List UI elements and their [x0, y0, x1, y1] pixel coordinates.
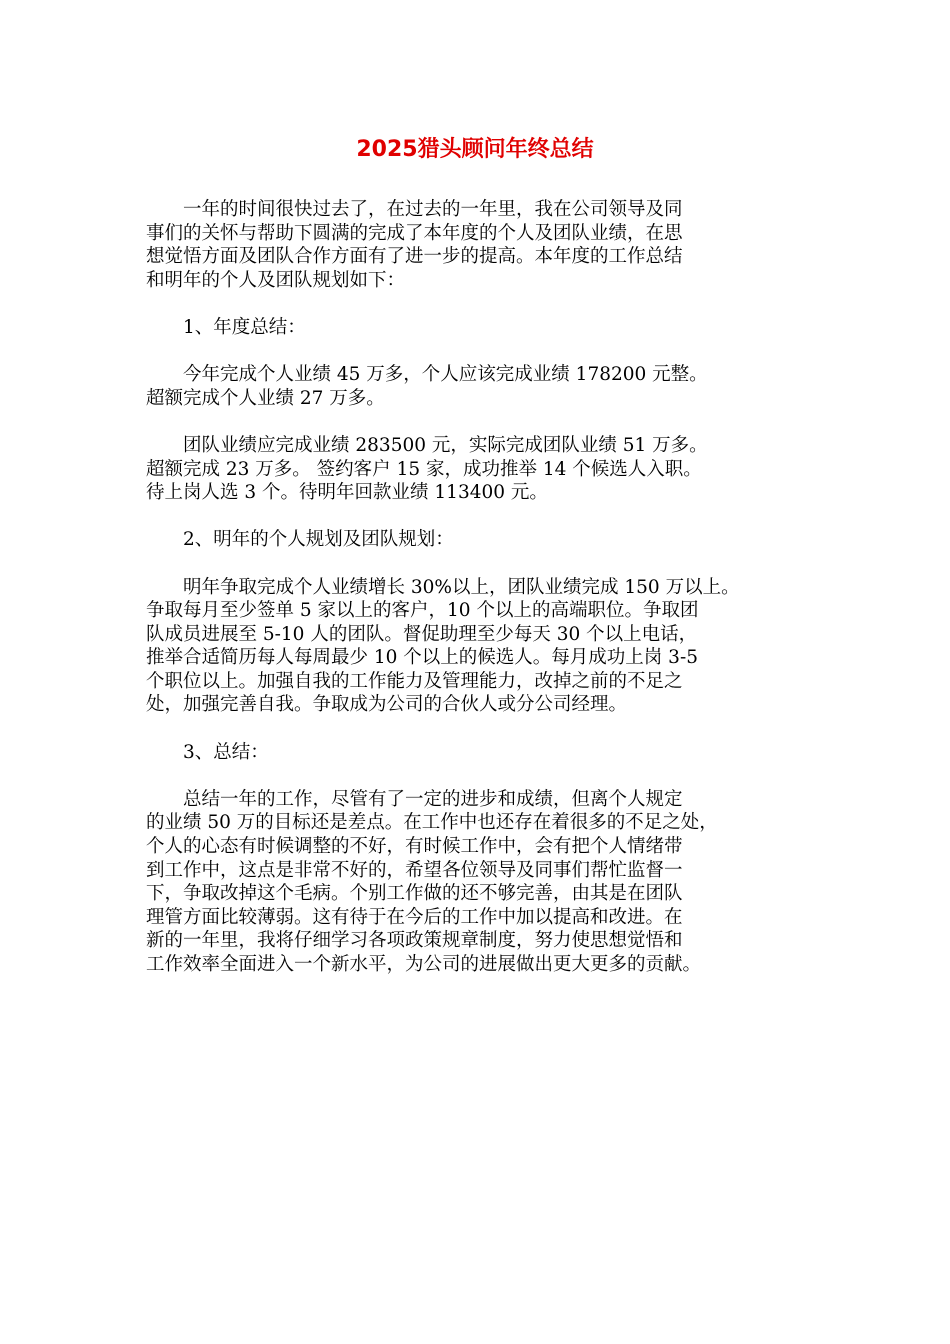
section-heading-next-year-plan — [146, 528, 808, 552]
text-line: 超额完成个人业绩 27 万多。 — [146, 387, 385, 409]
paragraph-intro — [146, 198, 808, 292]
section-heading-annual-summary — [146, 316, 808, 340]
text-line: 1、年度总结： — [183, 316, 306, 338]
text-line: 队成员进展至 5-10 人的团队。督促助理至少每天 30 个以上电话， — [146, 623, 698, 645]
section-heading-conclusion — [146, 741, 808, 765]
text-line: 和明年的个人及团队规划如下： — [146, 269, 406, 291]
paragraph-conclusion — [146, 788, 808, 977]
paragraph-next-year-plan — [146, 576, 808, 718]
text-line: 争取每月至少签单 5 家以上的客户，10 个以上的高端职位。争取团 — [146, 600, 699, 622]
text-line: 总结一年的工作，尽管有了一定的进步和成绩，但离个人规定 — [183, 788, 683, 810]
paragraph-team-performance — [146, 434, 808, 505]
text-line: 的业绩 50 万的目标还是差点。在工作中也还存在着很多的不足之处， — [146, 812, 718, 834]
text-line: 推举合适简历每人每周最少 10 个以上的候选人。每月成功上岗 3-5 — [146, 647, 698, 669]
text-line: 明年争取完成个人业绩增长 30%以上，团队业绩完成 150 万以上。 — [183, 576, 740, 598]
text-line: 处，加强完善自我。争取成为公司的合伙人或分公司经理。 — [146, 694, 628, 716]
text-line: 个人的心态有时候调整的不好，有时候工作中，会有把个人情绪带 — [146, 836, 683, 858]
text-line: 待上岗人选 3 个。待明年回款业绩 113400 元。 — [146, 482, 548, 504]
text-line: 工作效率全面进入一个新水平，为公司的进展做出更大更多的贡献。 — [146, 954, 702, 975]
text-line: 一年的时间很快过去了，在过去的一年里，我在公司领导及同 — [183, 199, 683, 220]
text-line: 3、总结： — [183, 741, 269, 763]
text-line: 理管方面比较薄弱。这有待于在今后的工作中加以提高和改进。在 — [146, 906, 683, 928]
text-line: 想觉悟方面及团队合作方面有了进一步的提高。本年度的工作总结 — [146, 246, 683, 268]
paragraph-personal-performance — [146, 363, 808, 410]
text-line: 下，争取改掉这个毛病。个别工作做的还不够完善，由其是在团队 — [146, 883, 683, 905]
text-line: 事们的关怀与帮助下圆满的完成了本年度的个人及团队业绩，在思 — [146, 222, 683, 244]
text-line: 今年完成个人业绩 45 万多，个人应该完成业绩 178200 元整。 — [183, 364, 708, 386]
text-line: 团队业绩应完成业绩 283500 元，实际完成团队业绩 51 万多。 — [183, 434, 708, 456]
text-line: 个职位以上。加强自我的工作能力及管理能力，改掉之前的不足之 — [146, 670, 683, 692]
text-line: 超额完成 23 万多。 签约客户 15 家，成功推举 14 个候选人入职。 — [146, 458, 702, 480]
text-line: 到工作中，这点是非常不好的，希望各位领导及同事们帮忙监督一 — [146, 859, 683, 881]
text-line: 2、明年的个人规划及团队规划： — [183, 529, 454, 551]
document-title: 2025猎头顾问年终总结 — [356, 137, 594, 162]
document-body — [146, 198, 808, 1000]
text-line: 新的一年里，我将仔细学习各项政策规章制度，努力使思想觉悟和 — [146, 930, 683, 952]
